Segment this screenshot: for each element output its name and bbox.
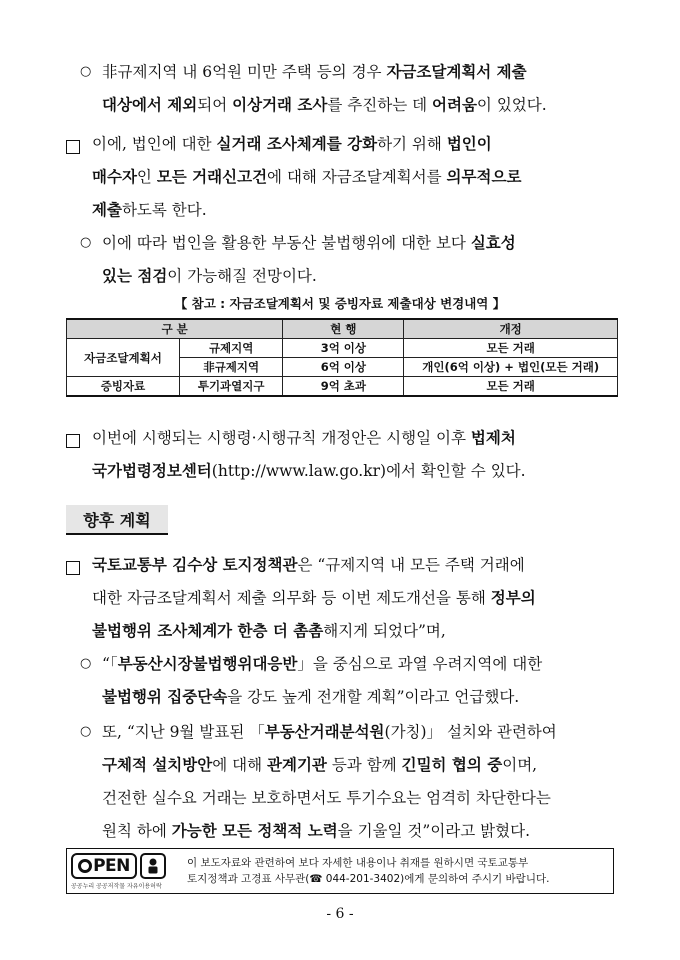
page-number: - 6 -: [326, 906, 354, 922]
circle-bullet-icon: ○: [80, 724, 92, 739]
table-cell: 6억 이상: [283, 358, 404, 377]
reference-title: 【 참고 : 자금조달계획서 및 증빙자료 제출대상 변경내역 】: [174, 296, 506, 311]
table-header-cell: 현 행: [283, 319, 404, 339]
contact-text: 이 보도자료와 관련하여 보다 자세한 내용이나 취재를 원하시면 국토교통부 토지정책과 고경표 사무관(☎ 044-201-3402)에게 문의하여 주시기 바랍니다.: [187, 857, 550, 885]
table-header-cell: 개정: [404, 319, 618, 339]
table-row: [67, 339, 618, 358]
table-cell: 모든 거래: [404, 377, 618, 397]
table-cell: 투기과열지구: [180, 377, 283, 397]
table-cell: 개인(6억 이상) + 법인(모든 거래): [404, 358, 618, 377]
circle-bullet-icon: ○: [80, 64, 92, 79]
paragraph-6: “「부동산시장불법행위대응반」을 중심으로 과열 우려지역에 대한 불법행위 집중단속을 강도 높게 전개할 계획”이라고 언급했다.: [102, 655, 543, 706]
table-cell: 모든 거래: [404, 339, 618, 358]
open-license-logo: PEN: [71, 853, 137, 879]
license-caption: 공공누리 공공저작물 자유이용허락: [71, 883, 162, 890]
table-cell: 3억 이상: [283, 339, 404, 358]
section-heading: 향후 계획: [66, 505, 168, 535]
table-cell: 자금조달계획서: [67, 339, 180, 377]
table-cell: 규제지역: [180, 339, 283, 358]
circle-bullet-icon: ○: [80, 656, 92, 671]
person-icon: [140, 853, 166, 879]
table-cell: 증빙자료: [67, 377, 180, 397]
paragraph-2: 이에, 법인에 대한 실거래 조사체계를 강화하기 위해 법인이 매수자인 모든 거래신고건에 대해 자금조달계획서를 의무적으로 제출하도록 한다.: [92, 135, 522, 219]
reference-table: [66, 318, 618, 397]
paragraph-5: 국토교통부 김수상 토지정책관은 “규제지역 내 모든 주택 거래에 대한 자금조달계획서 제출 의무화 등 이번 제도개선을 통해 정부의 불법행위 조사체계가 한층 더 촘촘해지게 되었다”며,: [92, 556, 536, 640]
paragraph-4: 이번에 시행되는 시행령·시행규칙 개정안은 시행일 이후 법제처 국가법령정보센터(http://www.law.go.kr)에서 확인할 수 있다.: [92, 429, 526, 480]
paragraph-3: 이에 따라 법인을 활용한 부동산 불법행위에 대한 보다 실효성 있는 점검이 가능해질 전망이다.: [102, 234, 516, 285]
square-bullet-icon: [66, 433, 80, 452]
paragraph-7: 또, “지난 9월 발표된 「부동산거래분석원(가칭)」 설치와 관련하여 구체적 설치방안에 대해 관계기관 등과 함께 긴밀히 협의 중이며, 건전한 실수요 거래는 보호하면서도 투기수요는 엄격히 차단한다는 원칙 하에 가능한 모든 정책적 노력을 기울일 것”이라고 밝혔다.: [102, 723, 557, 840]
paragraph-1: 非규제지역 내 6억원 미만 주택 등의 경우 자금조달계획서 제출 대상에서 제외되어 이상거래 조사를 추진하는 데 어려움이 있었다.: [102, 63, 547, 114]
square-bullet-icon: [66, 560, 80, 579]
table-header-row: [67, 319, 618, 339]
square-bullet-icon: [66, 139, 80, 158]
table-cell: 非규제지역: [180, 358, 283, 377]
contact-box: [66, 848, 614, 894]
table-row: [67, 377, 618, 397]
table-header-cell: 구 분: [67, 319, 283, 339]
table-cell: 9억 초과: [283, 377, 404, 397]
circle-bullet-icon: ○: [80, 235, 92, 250]
